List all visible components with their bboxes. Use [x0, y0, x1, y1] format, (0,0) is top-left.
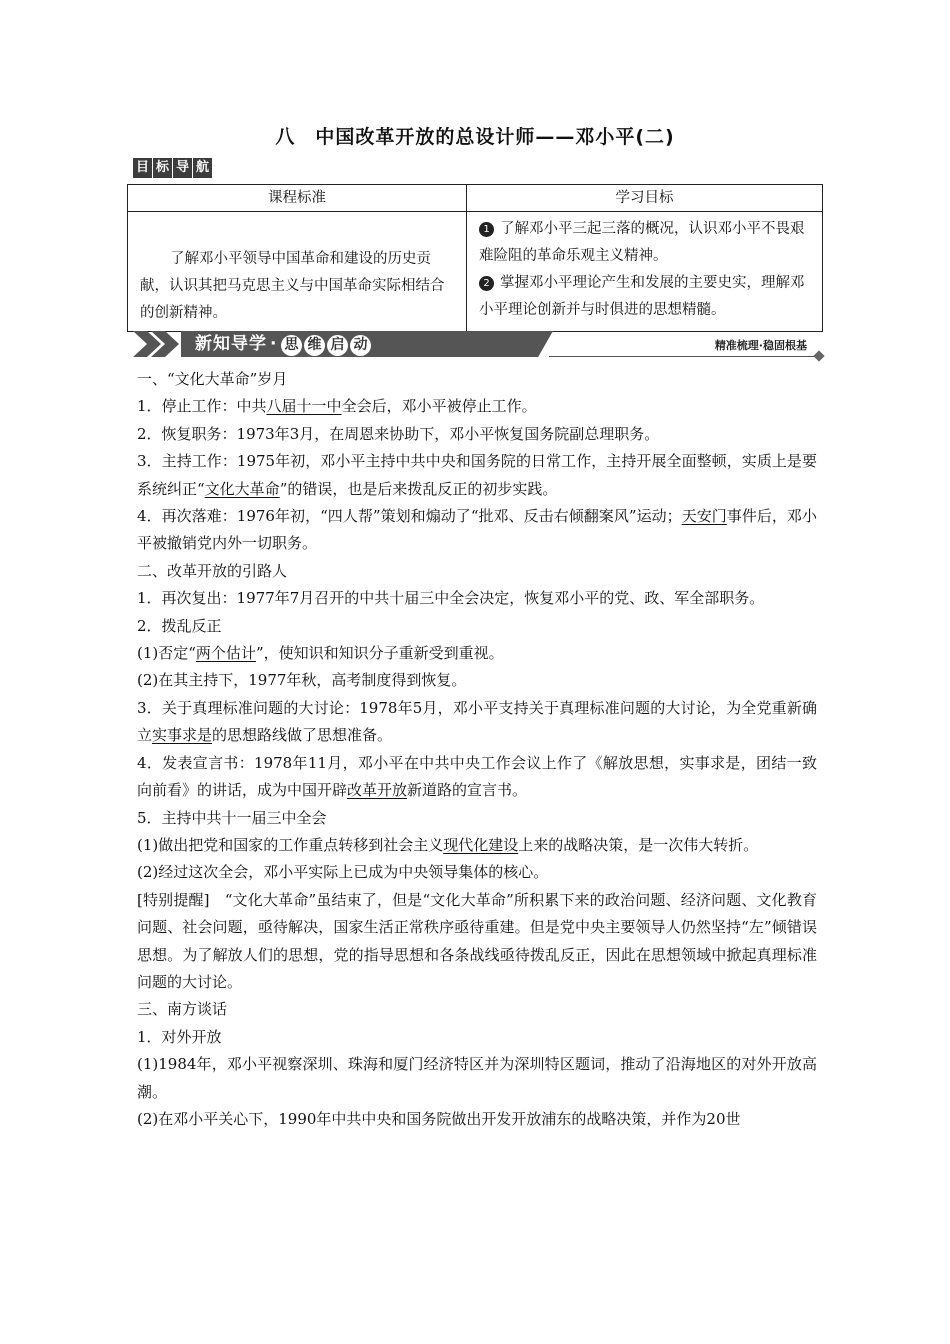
paragraph: 1．对外开放 [137, 1027, 222, 1046]
goal-item [479, 270, 812, 324]
goal-text: 掌握邓小平理论产生和发展的主要史实，理解邓小平理论创新并与时俱进的思想精髓。 [479, 275, 805, 318]
section-heading: 三、南方谈话 [137, 1000, 228, 1019]
header-curriculum-standard: 课程标准 [128, 185, 467, 212]
paragraph [137, 503, 817, 558]
section-heading: 二、改革开放的引路人 [137, 561, 288, 580]
paragraph: (2)在邓小平关心下，1990年中共中央和国务院做出开发开放浦东的战略决策，并作为20世 [137, 1109, 741, 1128]
banner-label [195, 332, 372, 356]
badge-char: 航 [193, 158, 212, 178]
badge-char: 目 [133, 158, 152, 178]
diamond-icon [813, 350, 824, 361]
number-1-icon: 1 [479, 222, 494, 237]
underlined-keyword: 文化大革命 [204, 479, 280, 498]
underlined-keyword: 八届十一中 [266, 397, 342, 416]
text-span: 4．再次落难：1976年初，“四人帮”策划和煽动了“批邓、反击右倾翻案风”运动； [137, 507, 682, 526]
text-span: 新道路的宣言书。 [407, 781, 528, 800]
paragraph: 5．主持中共十一届三中全会 [137, 808, 327, 827]
text-span: 1．停止工作：中共 [137, 397, 267, 416]
paragraph: (2)在其主持下，1977年秋，高考制度得到恢复。 [137, 671, 467, 690]
banner-circled-char: 维 [304, 335, 325, 356]
paragraph [137, 695, 817, 750]
double-chevron-icon [133, 329, 183, 359]
curriculum-standard-cell [128, 212, 467, 332]
special-tip: [特别提醒] “文化大革命”虽结束了，但是“文化大革命”所积累下来的政治问题、经济问题、文化教育问题、社会问题，亟待解决，国家生活正常秩序亟待重建。但是党中央主要领导人仍然坚持“左”倾错误思想。为了解放人们的思想，党的指导思想和各条战线亟待拨乱反正，因此在思想领域中掀起真理标准问题的大讨论。 [137, 890, 817, 991]
underlined-keyword: 实事求是 [152, 726, 213, 745]
curriculum-table [127, 184, 823, 332]
paragraph [137, 393, 817, 420]
goal-navigation-badge [133, 158, 212, 178]
paragraph [137, 832, 817, 859]
paragraph [137, 640, 817, 667]
paragraph: 1．再次复出：1977年7月召开的中共十届三中全会决定，恢复邓小平的党、政、军全部职务。 [137, 589, 765, 608]
text-span: 3．主持工作：1975年初，邓小平主持中共中央和国务院的日常工作，主持开展全面整顿，实质上是要系统纠正“ [137, 452, 817, 498]
banner-text-new-knowledge: 新知导学 [195, 334, 267, 354]
section-banner [133, 329, 825, 359]
curriculum-standard-text: 了解邓小平领导中国革命和建设的历史贡献，认识其把马克思主义与中国革命实际相结合的创新精神。 [140, 251, 445, 321]
text-span: 上来的战略决策，是一次伟大转折。 [518, 835, 759, 854]
text-span: 3．关于真理标准问题的大讨论：1978年5月，邓小平支持关于真理标准问题的大讨论，为全党重新确立 [137, 698, 817, 745]
learning-goals-cell [467, 212, 823, 332]
paragraph [137, 750, 817, 805]
paragraph: 2．拨乱反正 [137, 616, 222, 635]
paragraph: (2)经过这次全会，邓小平实际上已成为中央领导集体的核心。 [137, 863, 549, 882]
underlined-keyword: 天安门 [681, 507, 727, 526]
number-2-icon: 2 [479, 276, 494, 291]
underlined-keyword: 现代化建设 [443, 835, 519, 854]
text-span: 事件后，邓小平被撤销党内外一切职务。 [137, 507, 817, 553]
header-learning-goals: 学习目标 [467, 185, 823, 212]
text-span: ”，使知识和知识分子重新受到重视。 [255, 644, 504, 663]
banner-circled-char: 思 [281, 335, 302, 356]
banner-circled-char: 动 [350, 335, 371, 356]
badge-char: 导 [173, 158, 192, 178]
underlined-keyword: 两个估计 [195, 644, 256, 663]
text-span: 4．发表宣言书：1978年11月，邓小平在中共中央工作会议上作了《解放思想，实事求是，团结一致向前看》的讲话，成为中国开辟 [137, 753, 817, 800]
goal-item [479, 216, 812, 270]
badge-char: 标 [153, 158, 172, 178]
text-span: ”的错误，也是后来拨乱反正的初步实践。 [279, 479, 558, 498]
paragraph: 2．恢复职务：1973年3月，在周恩来协助下，邓小平恢复国务院副总理职务。 [137, 424, 660, 443]
text-span: (1)做出把党和国家的工作重点转移到社会主义 [137, 835, 444, 854]
banner-separator: · [270, 334, 278, 354]
banner-subtitle: 精准梳理·稳固根基 [714, 339, 807, 352]
main-content [137, 366, 817, 1133]
text-span: (1)否定“ [137, 644, 196, 663]
page-title: 八 中国改革开放的总设计师——邓小平(二) [275, 126, 675, 148]
paragraph: (1)1984年，邓小平视察深圳、珠海和厦门经济特区并为深圳特区题词，推动了沿海地区的对外开放高潮。 [137, 1055, 817, 1101]
section-heading: 一、“文化大革命”岁月 [137, 370, 288, 388]
paragraph [137, 448, 817, 503]
underlined-keyword: 改革开放 [347, 781, 408, 800]
goal-text: 了解邓小平三起三落的概况，认识邓小平不畏艰难险阻的革命乐观主义精神。 [479, 221, 805, 264]
banner-circled-char: 启 [327, 335, 348, 356]
text-span: 的思想路线做了思想准备。 [212, 726, 393, 745]
banner-divider-line [549, 356, 817, 357]
text-span: 全会后，邓小平被停止工作。 [341, 397, 537, 416]
